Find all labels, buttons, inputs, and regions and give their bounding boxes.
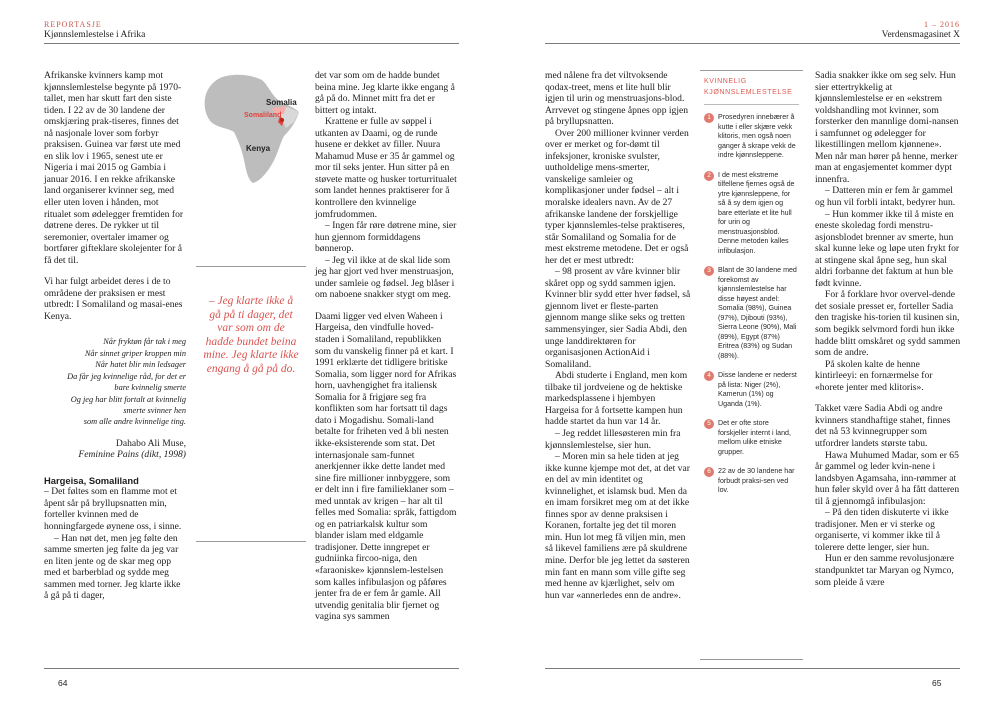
- body-paragraph: For å forklare hvor overvel-dende det sosiale presset er, forteller Sadia den tragiske his-torien til kusinen sin, som begikk selvmord fordi hun ikke hadde blitt omskåret og sydd sammen som de andre.: [815, 289, 961, 359]
- body-paragraph: – På den tiden diskuterte vi ikke tradisjoner. Men er vi sterke og organiserte, vi kommer ikke til å tolerere dette lenger, sier hun.: [815, 507, 949, 553]
- magazine-name: Verdensmagasinet X: [881, 30, 960, 40]
- body-paragraph: – Hun kommer ikke til å miste en eneste skoledag fordi menstru-asjonsblodet brenner av smerte, hun skal kunne leke og løpe uten frykt for at stingene skal åpne seg, hun skal aldri forbanne det faktum at hun ble født kvinne.: [815, 208, 960, 289]
- fact-number: 4: [704, 371, 714, 381]
- subheading: Hargeisa, Somaliland: [44, 474, 139, 486]
- fact-text: 22 av de 30 landene har forbudt praksi-sen ved lov.: [718, 467, 795, 494]
- body-paragraph: Takket være Sadia Abdi og andre kvinners standhaftige stahet, finnes det nå 53 kvinnegrupper som utfordrer landets største tabu.: [815, 403, 951, 449]
- body-paragraph: – 98 prosent av våre kvinner blir skåret opp og sydd sammen igjen. Kvinner blir sydd etter hver fødsel, så gjennom livet er fleste-parten gjennom mange slike seks og tretten sammensyinger, sier Sadia Abdi, den unge landdirektøren for organisasjonen ActionAid i Somaliland.: [545, 266, 691, 370]
- column-1: [44, 70, 186, 602]
- poem-attribution: [44, 438, 186, 461]
- body-paragraph: Krattene er fulle av søppel i utkanten av Daami, og de runde husene er dekket av filler. Nuura Mahamud Muse er 35 år gammel og mor til seks jenter. Hun sitter på en støvete matte og husker torturritualet som landet hennes praktiserer for å kontrollere den kvinnelige jomfrudommen.: [315, 116, 457, 220]
- column-3: [545, 70, 691, 601]
- pull-quote: – Jeg klarte ikke å gå på ti dager, det var som om de hadde bundet beina mine. Jeg klarte ikke engang å gå på do.: [203, 295, 299, 375]
- section-title: Kjønnslemlestelse i Afrika: [44, 30, 146, 40]
- fact-item: [704, 266, 797, 361]
- body-paragraph: Abdi studerte i England, men kom tilbake til jordveiene og de hektiske markedsplassene i hjembyen Hargeisa for å fortsette kampen hun hadde startet da hun var 14 år.: [545, 370, 688, 428]
- body-paragraph: På skolen kalte de henne kintirleeyi: en fornærmelse for «horete jenter med klitoris».: [815, 358, 933, 393]
- fact-number: 2: [704, 171, 714, 181]
- page-number-right: 65: [932, 678, 942, 688]
- issue-number: 1 – 2016: [924, 20, 960, 29]
- poem: [44, 336, 186, 427]
- fact-number: 5: [704, 419, 714, 429]
- fact-text: I de mest ekstreme tilfellene fjernes også de ytre kjønnsleppene, for så å sy dem igjen og bare etterlate et lite hull for urin og menstruasjonsblod. Denne metoden kalles infibulasjon.: [718, 170, 795, 255]
- africa-map: [198, 70, 306, 190]
- fact-text: Prosedyren innebærer å kutte i eller skjære vekk klitoris, men også noen ganger å skrape vekk de indre kjønnsleppene.: [718, 113, 796, 159]
- body-paragraph: Sadia snakker ikke om seg selv. Hun sier ettertrykkelig at kjønnslemlestelse er en «ekstrem voldshandling mot kvinner, som forsterker den mannlige domi-nansen i samfunnet og ødelegger for likestillingen mellom kjønnene». Men når man hører på henne, merker man at engasjementet kommer dypt innenfra.: [815, 70, 959, 185]
- poem-line: Når hatet blir min ledsager: [95, 360, 186, 370]
- fact-number: 1: [704, 113, 714, 123]
- body-paragraph: – Datteren min er fem år gammel og hun vil forbli intakt, bedyrer hun.: [815, 185, 956, 209]
- fact-item: [704, 419, 797, 457]
- fact-number: 6: [704, 467, 714, 477]
- intro-paragraph-2: Vi har fulgt arbeidet deres i de to områdene der praksisen er mest utbredt: I Somaliland og masai-enes Kenya.: [44, 276, 183, 322]
- body-paragraph: – Han nøt det, men jeg følte den samme smerten jeg følte da jeg var en liten jente og de skar meg opp med et barberblad og sydde meg sammen med torner. Jeg klarte ikke å gå på ti dager,: [44, 532, 181, 602]
- poem-line: Og jeg har blitt fortalt at kvinnelig: [70, 394, 186, 404]
- fact-number: 3: [704, 266, 714, 276]
- poem-source: Feminine Pains (dikt, 1998): [78, 449, 186, 461]
- fact-item: [704, 371, 797, 409]
- body-paragraph: det var som om de hadde bundet beina mine. Jeg klarte ikke engang å gå på do. Minnet mitt fra det er bittert og intakt.: [315, 70, 455, 116]
- fact-item: [704, 113, 797, 161]
- column-4: [815, 70, 961, 588]
- header-rule-left: [44, 43, 459, 44]
- fact-text: Disse landene er nederst på lista: Niger (2%), Kamerun (1%) og Uganda (1%).: [718, 371, 797, 408]
- page-number-left: 64: [58, 678, 68, 688]
- footer-rule-right: [545, 668, 960, 669]
- column-2: [315, 70, 457, 623]
- fact-box: [700, 70, 803, 660]
- fact-item: [704, 467, 797, 496]
- body-paragraph: med nålene fra det viltvoksende qodax-treet, mens et lite hull blir igjen til urin og menstruasjons-blod. Arrvevet og stingene åpnes opp igjen på bryllupsnatten.: [545, 70, 689, 128]
- africa-map-graphic: [198, 70, 306, 190]
- body-paragraph: Hun er den samme revolusjonære standpunktet tar Maryan og Nymco, som pleide å være: [815, 553, 954, 588]
- body-paragraph: – Moren min sa hele tiden at jeg ikke kunne kjempe mot det, at det var en del av min identitet og kvinnelighet, et islamsk bud. Men da en imam forsikret meg om at det ikke finnes spor av denne praksisen i Koranen, fortalte jeg det til moren min. Hun lot meg få viljen min, men så likevel familiens ære på skuldrene mine. Derfor ble jeg lettet da søsteren min fant en mann som ville gifte seg med henne av kjærlighet, selv om hun var «annerledes enn de andre».: [545, 451, 690, 601]
- body-paragraph: – Jeg vil ikke at de skal lide som jeg har gjort ved hver menstruasjon, under samleie og fødsel. Jeg blåser i om naboene snakker stygt om meg.: [315, 254, 455, 301]
- body-paragraph: Hawa Muhumed Madar, som er 65 år gammel og leder kvin-nene i landsbyen Agamsaha, inn-rømmer at hun føler skyld over å ha fått datteren til å gjennomgå infibulasjon:: [815, 449, 960, 507]
- poem-line: Når fryktøn får tak i meg: [103, 337, 186, 347]
- footer-rule-left: [44, 668, 459, 669]
- fact-item: [704, 171, 797, 257]
- poem-line: Da får jeg kvinnelige råd, for det er: [67, 371, 186, 381]
- body-paragraph: – Ingen får røre døtrene mine, sier hun gjennom formiddagens bønnerop.: [315, 220, 457, 255]
- map-label-somaliland: Somaliland: [244, 112, 282, 119]
- pull-quote-box: [196, 266, 306, 542]
- map-label-somalia: Somalia: [266, 98, 297, 107]
- poem-line: som alle andre kvinnelige ting.: [83, 417, 186, 427]
- map-label-kenya: Kenya: [246, 144, 271, 153]
- fact-box-title: KVINNELIG: [704, 78, 747, 85]
- poem-line: bare kvinnelig smerte: [114, 383, 186, 393]
- poem-line: smerte svinner hen: [123, 405, 186, 415]
- fact-text: Det er ofte store forskjeller internt i land, mellom ulike etniske grupper.: [718, 419, 791, 456]
- body-paragraph: – Jeg reddet lillesøsteren min fra kjønnslemlestelse, sier hun.: [545, 427, 681, 451]
- poem-author: Dahabo Ali Muse,: [115, 437, 186, 449]
- section-kicker: REPORTASJE: [44, 20, 102, 29]
- header-rule-right: [545, 43, 960, 44]
- body-paragraph: – Det føltes som en flamme mot et åpent sår på bryllupsnatten min, forteller kvinnen med de honningfargede øynene oss, i sinne.: [44, 486, 182, 533]
- body-paragraph: Over 200 millioner kvinner verden over er merket og for-dømt til infeksjoner, kroniske svulster, uutholdelige mens-smerter, vanskelige samleier og komplikasjoner under fødsel – alt i moralske idealers navn. Av de 27 afrikanske landene der forskjellige typer kjønnslemles-telse praktiseres, står Somaliland og Somalia for de mest ekstreme metodene. Det er også her det er mest utbredt:: [545, 127, 689, 266]
- poem-line: Når sinnet griper kroppen min: [84, 348, 186, 358]
- intro-paragraph: Afrikanske kvinners kamp mot kjønnslemlestelse begynte på 1970-tallet, men har skutt fart den siste tiden. I 22 av de 30 landene der omskjæring prak-tiseres, finnes det nå nasjonale lover som forbyr praksisen. Guinea var først ute med en slik lov i 1965, senest ute er Nigeria i mai 2015 og Gambia i januar 2016. I en rekke afrikanske land organiserer kvinner seg, med eller uten loven i hånden, mot ritualet som ødelegger fremtiden for døtrene deres. De rykker ut til seremonier, overtaler imamer og bortfører gifteklare skolejenter for å få det til.: [44, 70, 184, 266]
- fact-text: Blant de 30 landene med forekomst av kjønnslemlestelse har disse høyest andel: Somalia (98%), Guinea (97%), Djibouti (93%), Sierra Leone (90%), Mali (89%), Egypt (87%) Eritrea (83%) og Sudan (88%).: [718, 266, 797, 360]
- fact-box-title: KJØNNSLEMLESTELSE: [704, 89, 793, 96]
- body-paragraph: Daami ligger ved elven Waheen i Hargeisa, den vindfulle hoved-staden i Somaliland, republikken som du vanskelig finner på et kart. I 1991 erklærte det tidligere britiske Somalia, som ligger nord for Afrikas horn, uavhengighet fra italiensk Somalia for å frigjøre seg fra konflikten som har fortsatt til dags dato i Mogadishu. Somali-land betalte for friheten ved å bli nesten ikke-eksisterende som stat. Det internasjonale sam-funnet anerkjenner ikke dette landet med sine fire millioner innbyggere, som er delt inn i fire familieklaner som – med unntak av krigen – har alt til felles med Somalia: språk, fattigdom og en patriarkalsk kultur som blander islam med eldgamle tradisjoner. Dette inngrepet er gudniinka fircoo-niga, den «faraoniske» kjønnslem-lestelsen som kalles infibulasjon og påføres jenter fra de er fem år gamle. All utvendig genitalia blir fjernet og vagina sys sammen: [315, 310, 457, 623]
